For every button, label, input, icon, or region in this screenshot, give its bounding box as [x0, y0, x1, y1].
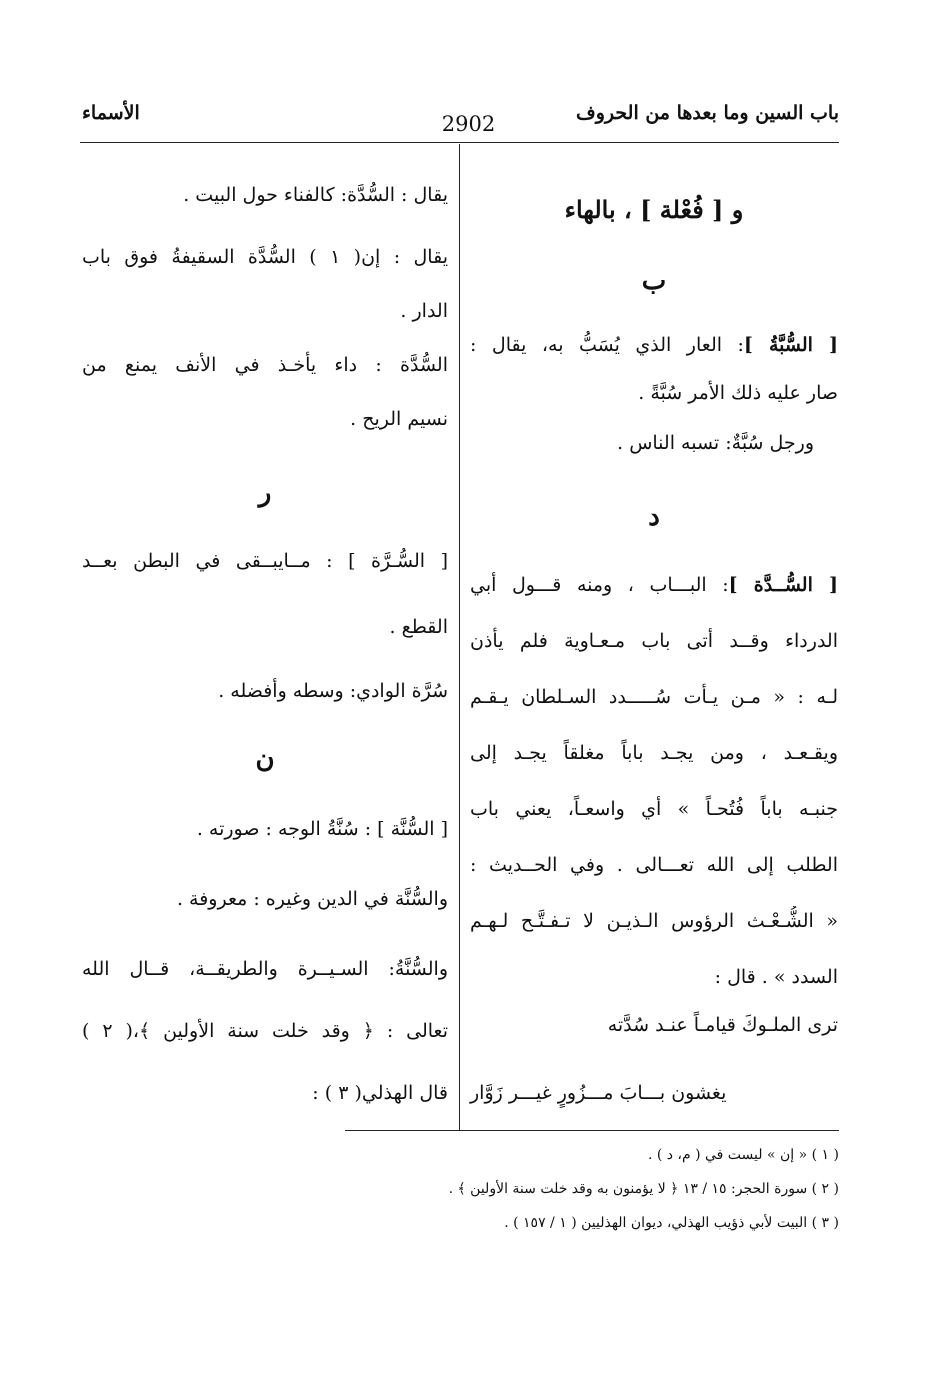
section-title: و [ فُعْلة ] ، بالهاء: [564, 195, 744, 224]
entry-line: يقال : السُّدَّة: كالفناء حول البيت .: [183, 184, 448, 206]
letter-heading-n: ن: [255, 744, 275, 774]
entry-line: والسُّنَّة في الدين وغيره : معروفة .: [176, 888, 448, 910]
entry-sabba-line-2: صار عليه ذلك الأمر سُبَّةً .: [638, 382, 838, 404]
entry-sudda-line-2: الدرداء وقــد أتى باب مـعـاوية فلم يأذن: [470, 630, 838, 652]
letter-heading-d: د: [648, 502, 660, 532]
footnote-1: ( ١ ) « إن » ليست في ( م، د ) .: [647, 1147, 839, 1163]
entry-sabba-line-1: [470, 330, 838, 360]
letter-heading-r: ر: [258, 478, 272, 508]
page-number: 2902: [441, 112, 496, 136]
entry-line: سُرَّة الوادي: وسطه وأفضله .: [218, 680, 448, 702]
column-divider: [459, 144, 460, 1131]
poem-verse-1: ترى الملـوكَ قيامـاً عنـد سُدَّته: [607, 1014, 838, 1036]
entry-sudda-line-4: ويقـعـد ، ومن يجـد باباً مغلقاً يجـد إلى: [470, 742, 838, 764]
entry-sudda-line-8: السدد » . قال :: [714, 966, 838, 988]
footnote-2: ( ٢ ) سورة الحجر: ١٥ / ١٣ ﴿ لا يؤمنون به وقد خلت سنة الأولين ﴾ .: [448, 1181, 839, 1197]
entry-line: الدار .: [400, 300, 448, 322]
entry-sudda-line-1: [470, 570, 838, 600]
entry-line: نسيم الريح .: [350, 408, 448, 430]
footnote-3: ( ٣ ) البيت لأبي ذؤيب الهذلي، ديوان الهذليين ( ١ / ١٥٧ ) .: [504, 1215, 839, 1231]
entry-line: تعالى : ﴿ وقد خلت سنة الأولين ﴾،( ٢ ): [82, 1020, 448, 1042]
entry-text: : العار الذي يُسَبُّ به، يقال :: [470, 334, 744, 356]
entry-line: القطع .: [389, 616, 448, 638]
entry-line: والسُّنَّةُ: السـيــرة والطريقــة، قــال الله: [82, 958, 448, 980]
entry-line: السُّدَّة : داء يأخـذ في الأنف يمنع من: [82, 354, 448, 376]
entry-sabba-line-3: ورجل سُبَّةٌ: تسبه الناس .: [617, 432, 814, 454]
entry-headword: [ السُّبَّةُ ]: [743, 334, 838, 356]
right-column: [470, 190, 838, 1120]
running-head-chapter: باب السين وما بعدها من الحروف: [576, 102, 839, 124]
entry-text: : البـــاب ، ومنه قـــول أبي: [470, 574, 729, 596]
running-head-section: الأسماء: [82, 102, 140, 124]
entry-headword: [ السُّــدَّة ]: [728, 574, 838, 596]
footnote-rule: [345, 1130, 839, 1131]
entry-sudda-line-3: لـه : « مـن يـأت سُـــــدد السـلطان يـقـم: [470, 686, 838, 708]
entry-line: [ السُّنَّة ] : سُنَّةُ الوجه : صورته .: [196, 818, 448, 840]
poem-verse-2: يغشون بـــابَ مـــزُورٍ غيـــر زَوَّار: [470, 1082, 727, 1104]
entry-sudda-line-7: « الشُّـعْـث الرؤوس الـذيـن لا تـفـتَّـح لـهـم: [470, 910, 838, 932]
entry-sudda-line-6: الطلب إلى الله تعـــالى . وفي الحــديث :: [470, 854, 838, 876]
entry-line: [ السُّـرَّة ] : مــايبــقى في البطن بعــد: [82, 550, 448, 572]
header-rule: [80, 142, 839, 143]
entry-line: يقال : إن( ١ ) السُّدَّة السقيفةُ فوق باب: [82, 246, 448, 268]
letter-heading-b: ب: [641, 266, 667, 296]
entry-sudda-line-5: جنبـه باباً فُتُحـاً » أي واسعـاً، يعني باب: [470, 798, 838, 820]
left-column: [82, 180, 448, 1120]
footnotes: [345, 1144, 839, 1244]
entry-line: قال الهذلي( ٣ ) :: [312, 1082, 448, 1104]
